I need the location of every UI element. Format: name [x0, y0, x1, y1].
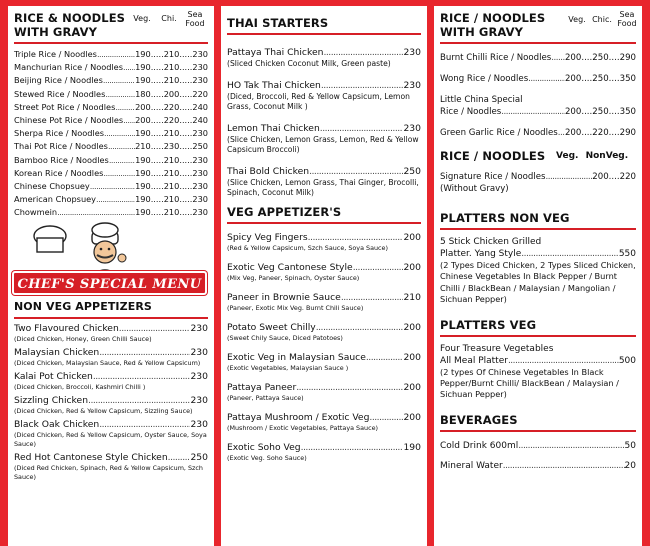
- list-item-note: (Without Gravy): [440, 184, 509, 194]
- list-item: Thai Pot Rice / Noodles ..... 210.....230.....250: [8, 140, 214, 153]
- menu-item: Two Flavoured Chicken ..... 230 (Diced Chicken, Honey, Green Chilli Sauce): [8, 323, 214, 344]
- menu-item: Paneer in Brownie Sauce ..... 210 (Paneer, Exotic Mix Veg. Burnt Chili Sauce): [221, 292, 427, 313]
- menu-item: Red Hot Cantonese Style Chicken ..... 250 (Diced Red Chicken, Spinach, Red & Yellow Capsicum, Szch Sauce): [8, 452, 214, 482]
- menu-item: Thai Bold Chicken ..... 250 (Slice Chicken, Lemon Grass, Thai Ginger, Brocolli, Spinach, Coconut Milk): [221, 166, 427, 199]
- thai-starters-section: [221, 6, 427, 199]
- menu-column-2: [221, 6, 427, 546]
- list-item: Chinese Pot Rice / Noodles ..... 200.....220.....240: [8, 114, 214, 127]
- list-item: Stewed Rice / Noodles ..... 180.....200.....220: [8, 88, 214, 101]
- seafood-column-label: Sea Food: [185, 10, 205, 28]
- section-title: VEG APPETIZER'S: [227, 204, 342, 219]
- menu-item: Potato Sweet Chilly ..... 200 (Sweet Chily Sauce, Diced Patotoes): [221, 322, 427, 343]
- list-item: Mineral Water ..... 20: [434, 460, 642, 472]
- section-title-line1: RICE / NOODLES: [440, 11, 546, 25]
- section-divider: [227, 222, 421, 224]
- list-item: American Chopsuey ..... 190.....210.....230: [8, 193, 214, 206]
- section-divider: [440, 42, 636, 44]
- section-divider: [227, 33, 421, 35]
- menu-item: Exotic Veg Cantonese Style ..... 200 (Mix Veg, Paneer, Spinach, Oyster Sauce): [221, 262, 427, 283]
- veg-column-label: Veg.: [568, 15, 586, 24]
- section-title: PLATTERS NON VEG: [440, 211, 570, 225]
- rice-noodles-gravy-header: [434, 6, 642, 39]
- beverages-section: [434, 413, 642, 472]
- list-item: Cold Drink 600ml ..... 50: [434, 440, 642, 452]
- list-item: Beijing Rice / Noodles ..... 190.....210.....230: [8, 74, 214, 87]
- list-item: Signature Rice / Noodles ..... 200....220: [434, 171, 642, 183]
- list-item: Rice / Noodles ..... 200....250....350: [434, 106, 642, 118]
- menu-item: Lemon Thai Chicken ..... 230 (Slice Chicken, Lemon Grass, Lemon, Red & Yellow Capsicum Broccoli): [221, 123, 427, 156]
- section-title: NON VEG APPETIZERS: [14, 299, 152, 313]
- list-item: Burnt Chilli Rice / Noodles ..... 200....250....290: [434, 52, 642, 64]
- rice-noodles-gravy-header: [8, 6, 214, 39]
- list-item: Street Pot Rice / Noodles ..... 200.....220.....240: [8, 101, 214, 114]
- menu-item: 5 Stick Chicken Grilled Platter. Yang Style ..... 550 (2 Types Diced Chicken, 2 Types Sliced Chicken, Chinese Vegetables In Black Pepper / Burnt Chilli / BlackBean / Malaysian / Mangolian / Sichuan Pepper): [434, 236, 642, 306]
- list-item: Chowmein ..... 190.....210.....230: [8, 206, 214, 219]
- menu-column-3: [434, 6, 642, 546]
- chef-special-area: [8, 226, 214, 292]
- menu-item: Exotic Veg in Malaysian Sauce ..... 200 (Exotic Vegetables, Malaysian Sauce ): [221, 352, 427, 373]
- rice-noodles-section: [434, 149, 642, 195]
- veg-appetizers-section: [221, 205, 427, 463]
- menu-column-1: [8, 6, 214, 546]
- platters-non-veg-section: [434, 211, 642, 306]
- list-item: Chinese Chopsuey ..... 190.....210.....230: [8, 180, 214, 193]
- menu-item: Spicy Veg Fingers ..... 200 (Red & Yellow Capsicum, Szch Sauce, Soya Sauce): [221, 232, 427, 253]
- menu-item: Kalai Pot Chicken ..... 230 (Diced Chicken, Broccoli, Kashmiri Chilli ): [8, 371, 214, 392]
- menu-item: Sizzling Chicken ..... 230 (Diced Chicken, Red & Yellow Capsicum, Sizzling Sauce): [8, 395, 214, 416]
- list-item: Wong Rice / Noodles ..... 200....250....350: [434, 73, 642, 85]
- seafood-column-label: Sea Food: [617, 10, 637, 28]
- menu-item: HO Tak Thai Chicken ..... 230 (Diced, Broccoli, Red & Yellow Capsicum, Lemon Grass, Coconut Milk ): [221, 80, 427, 113]
- section-title: THAI STARTERS: [227, 16, 329, 30]
- list-item: Korean Rice / Noodles ..... 190.....210.....230: [8, 167, 214, 180]
- menu-item: Pattaya Mushroom / Exotic Veg ..... 200 (Mushroom / Exotic Vegetables, Pattaya Sauce): [221, 412, 427, 433]
- non-veg-section: [8, 300, 214, 482]
- list-item: Sherpa Rice / Noodles ..... 190.....210.....230: [8, 127, 214, 140]
- section-divider: [14, 317, 208, 319]
- price-column-headers: Veg. NonVeg.: [556, 151, 629, 161]
- list-item-label: Little China Special: [440, 95, 523, 105]
- section-divider: [440, 335, 636, 337]
- list-item: Bamboo Rice / Noodles ..... 190.....210.....230: [8, 154, 214, 167]
- menu-item: Malaysian Chicken ..... 230 (Diced Chicken, Malaysian Sauce, Red & Yellow Capsicum): [8, 347, 214, 368]
- section-title-line1: RICE & NOODLES: [14, 11, 126, 25]
- section-divider: [440, 430, 636, 432]
- section-title: BEVERAGES: [440, 412, 518, 427]
- chicken-column-label: Chic.: [592, 15, 612, 24]
- section-title: PLATTERS VEG: [440, 317, 537, 332]
- chicken-column-label: Chi.: [161, 14, 177, 23]
- section-title: RICE / NOODLES: [440, 149, 546, 163]
- list-item: Triple Rice / Noodles ..... 190.....210.....230: [8, 48, 214, 61]
- menu-item: Pattaya Paneer ..... 200 (Paneer, Pattaya Sauce): [221, 382, 427, 403]
- price-column-headers: [128, 12, 208, 28]
- section-title-line2: WITH GRAVY: [14, 25, 98, 39]
- section-divider: [440, 228, 636, 230]
- platters-veg-section: [434, 318, 642, 401]
- chef-special-banner: CHEF'S SPECIAL MENU: [12, 271, 207, 295]
- menu-item: Pattaya Thai Chicken ..... 230 (Sliced Chicken Coconut Milk, Green paste): [221, 47, 427, 70]
- section-divider: [14, 42, 208, 44]
- price-column-headers: [564, 12, 640, 28]
- menu-item: Four Treasure Vegetables All Meal Platter ..... 500 (2 types Of Chinese Vegetables In Black Pepper/Burnt Chilli/ BlackBean / Malaysian / Sichuan Pepper): [434, 343, 642, 401]
- rice-noodles-list: [8, 48, 214, 220]
- menu-item: Exotic Soho Veg ..... 190 (Exotic Veg. Soho Sauce): [221, 442, 427, 463]
- veg-column-label: Veg.: [133, 14, 151, 23]
- list-item: Green Garlic Rice / Noodles ..... 200....220....290: [434, 127, 642, 139]
- menu-item: Black Oak Chicken ..... 230 (Diced Chicken, Red & Yellow Capsicum, Oyster Sauce, Soya Sauce): [8, 419, 214, 449]
- list-item: Manchurian Rice / Noodles ..... 190.....210.....230: [8, 61, 214, 74]
- section-title-line2: WITH GRAVY: [440, 25, 524, 39]
